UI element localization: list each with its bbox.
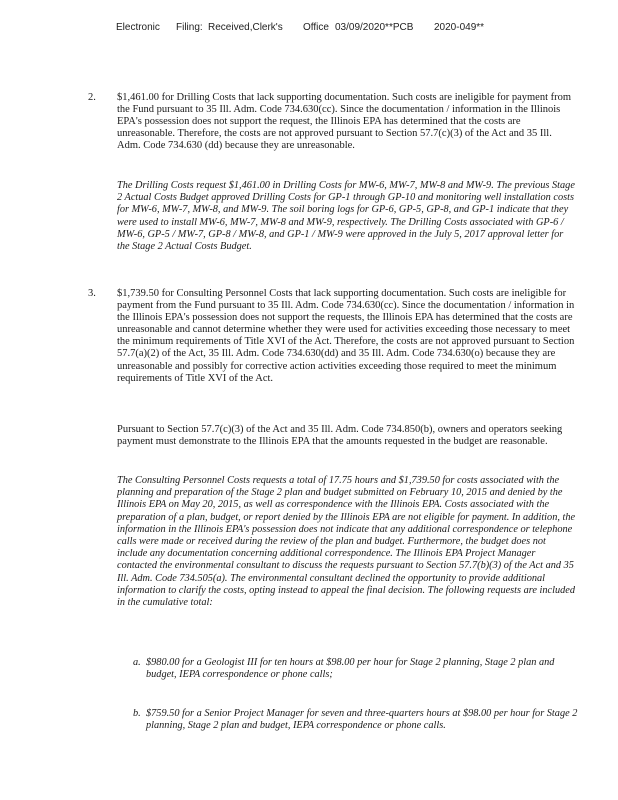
item-3-paragraph-2: Pursuant to Section 57.7(c)(3) of the Act and 35 Ill. Adm. Code 734.850(b), owners and operators seeking payment must demonstrate to the Illinois EPA that the amounts requested in the budget are reasonable.	[117, 424, 563, 448]
header-docket: 2020-049**	[434, 22, 485, 33]
item-3-paragraph: $1,739.50 for Consulting Personnel Costs that lack supporting documentation. Such costs are ineligible for payment from the Fund pursuant to 35 Ill. Adm. Code 734.630(cc). Since the documentation / information in the Illinois EPA's possession does not support the requests, the Illinois EPA has determined that the costs are unreasonable and cannot determine whether they were used for activities exceeding those necessary to meet the minimum requirements of Title XVI of the Act. Therefore, the costs are not approved pursuant to Section 57.7(a)(2) of the Act, 35 Ill. Adm. Code 734.630(dd) and 35 Ill. Adm. Code 734.630(o) because they are unreasonable and possibly for corrective action activities exceeding those required to meet the minimum requirements of Title XVI of the Act.	[117, 288, 575, 384]
filing-header	[0, 22, 618, 36]
header-filing: Filing:	[176, 22, 203, 33]
header-date: 03/09/2020**PCB	[335, 22, 414, 33]
item-number: 3.	[88, 288, 96, 299]
subitem-text: $980.00 for a Geologist III for ten hours at $98.00 per hour for Stage 2 planning, Stage 2 plan and budget, IEPA correspondence or phone calls;	[146, 657, 555, 681]
header-office: Office	[303, 22, 329, 33]
item-2-note: The Drilling Costs request $1,461.00 in Drilling Costs for MW-6, MW-7, MW-8 and MW-9. The previous Stage 2 Actual Costs Budget approved Drilling Costs for GP-1 through GP-10 and monitoring well installation costs for MW-6, MW-7, MW-8, and MW-9. The soil boring logs for GP-6, GP-5, GP-8, and GP-1 indicate that they were used to install MW-6, MW-7, MW-8 and MW-9, respectively. The Drilling Costs associated with GP-6 / MW-6, GP-5 / MW-7, GP-8 / MW-8, and GP-1 / MW-9 were approved in the July 5, 2017 approval letter for the Stage 2 Actual Costs Budget.	[117, 180, 575, 253]
item-3-note: The Consulting Personnel Costs requests a total of 17.75 hours and $1,739.50 for costs associated with the planning and preparation of the Stage 2 plan and budget submitted on February 10, 2015 and denied by the Illinois EPA on May 20, 2015, as well as correspondence with the Illinois EPA. Costs associated with the preparation of a plan, budget, or report denied by the Illinois EPA are not eligible for payment. In addition, the information in the Illinois EPA's possession does not indicate that any additional correspondence or telephone calls were made or received during the review of the plan and budget. Furthermore, the budget does not include any documentation concerning additional correspondence. The Illinois EPA Project Manager contacted the environmental consultant to discuss the requests pursuant to Section 57.7(b)(3) of the Act and 35 Ill. Adm. Code 734.505(a). The environmental consultant declined the opportunity to provide additional information to clarify the costs, opting instead to appeal the final decision. The following requests are included in the cumulative total:	[117, 475, 576, 609]
subitem-letter: a.	[133, 657, 141, 668]
header-received: Received,Clerk's	[208, 22, 283, 33]
header-electronic: Electronic	[116, 22, 160, 33]
item-number: 2.	[88, 92, 96, 103]
item-2-paragraph: $1,461.00 for Drilling Costs that lack supporting documentation. Such costs are ineligible for payment from the Fund pursuant to 35 Ill. Adm. Code 734.630(cc). Since the documentation / information in the Illinois EPA's possession does not support the request, the Illinois EPA has determined that the costs are unreasonable. Therefore, the costs are not approved pursuant to Section 57.7(c)(3) of the Act and 35 Ill. Adm. Code 734.630 (dd) because they are unreasonable.	[117, 92, 572, 152]
subitem-letter: b.	[133, 708, 141, 719]
subitem-text: $759.50 for a Senior Project Manager for seven and three-quarters hours at $98.00 per hour for Stage 2 planning, Stage 2 plan and budget, IEPA correspondence or phone calls.	[146, 708, 578, 732]
